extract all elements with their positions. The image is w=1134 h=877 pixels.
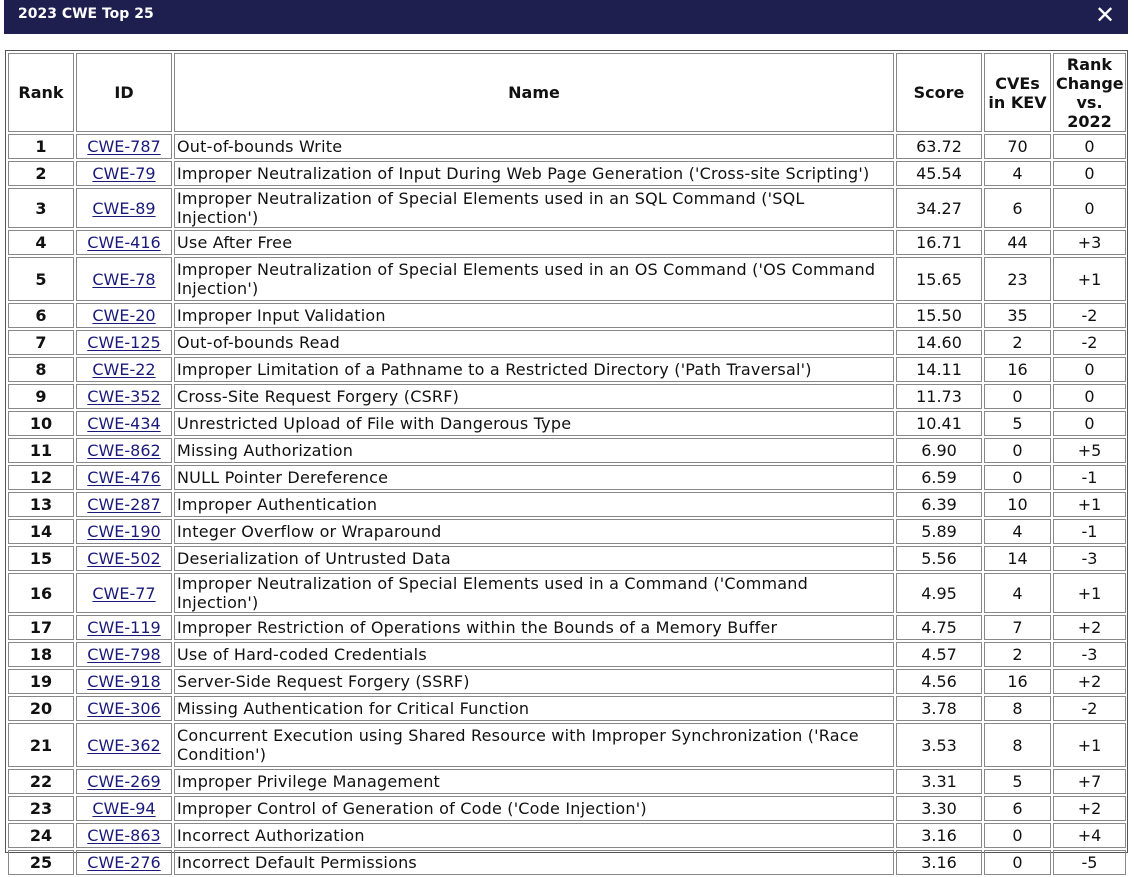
name-cell: Integer Overflow or Wraparound	[174, 519, 894, 544]
rank-cell: 21	[8, 723, 74, 767]
rank-cell: 11	[8, 438, 74, 463]
rank-cell: 20	[8, 696, 74, 721]
rank-cell: 15	[8, 546, 74, 571]
table-row	[8, 669, 1126, 694]
score-cell: 3.16	[896, 850, 982, 875]
rank-cell: 24	[8, 823, 74, 848]
table-row	[8, 411, 1126, 436]
name-cell: Out-of-bounds Read	[174, 330, 894, 355]
table-row	[8, 492, 1126, 517]
score-cell: 6.59	[896, 465, 982, 490]
kev-cell: 0	[984, 465, 1051, 490]
name-cell: Improper Neutralization of Special Elements used in an SQL Command ('SQL Injection')	[174, 188, 894, 228]
kev-cell: 0	[984, 438, 1051, 463]
table-row	[8, 546, 1126, 571]
table-row	[8, 723, 1126, 767]
id-cell	[76, 642, 172, 667]
id-cell	[76, 573, 172, 613]
rank-change-cell: +1	[1053, 573, 1126, 613]
rank-cell: 16	[8, 573, 74, 613]
score-cell: 11.73	[896, 384, 982, 409]
rank-cell: 19	[8, 669, 74, 694]
rank-change-cell: 0	[1053, 357, 1126, 382]
name-cell: Use of Hard-coded Credentials	[174, 642, 894, 667]
dialog-header	[4, 0, 1128, 34]
cwe-link[interactable]: CWE-476	[87, 468, 161, 487]
rank-cell: 8	[8, 357, 74, 382]
table-row	[8, 230, 1126, 255]
kev-cell: 44	[984, 230, 1051, 255]
kev-cell: 2	[984, 330, 1051, 355]
cwe-link[interactable]: CWE-863	[87, 826, 161, 845]
kev-cell: 16	[984, 669, 1051, 694]
cwe-link[interactable]: CWE-269	[87, 772, 161, 791]
id-cell	[76, 230, 172, 255]
rank-change-cell: +3	[1053, 230, 1126, 255]
id-cell	[76, 723, 172, 767]
rank-change-cell: -1	[1053, 519, 1126, 544]
header-rank-change: Rank Change vs. 2022	[1053, 53, 1126, 132]
score-cell: 34.27	[896, 188, 982, 228]
id-cell	[76, 492, 172, 517]
rank-change-cell: +1	[1053, 492, 1126, 517]
table-row	[8, 134, 1126, 159]
score-cell: 5.56	[896, 546, 982, 571]
table-row	[8, 384, 1126, 409]
name-cell: Out-of-bounds Write	[174, 134, 894, 159]
kev-cell: 70	[984, 134, 1051, 159]
rank-cell: 7	[8, 330, 74, 355]
id-cell	[76, 411, 172, 436]
cwe-link[interactable]: CWE-22	[92, 360, 156, 379]
rank-cell: 22	[8, 769, 74, 794]
kev-cell: 0	[984, 823, 1051, 848]
cwe-link[interactable]: CWE-78	[92, 269, 156, 289]
cwe-link[interactable]: CWE-276	[87, 853, 161, 872]
name-cell: Use After Free	[174, 230, 894, 255]
rank-change-cell: -2	[1053, 696, 1126, 721]
table-row	[8, 642, 1126, 667]
rank-cell: 3	[8, 188, 74, 228]
score-cell: 4.95	[896, 573, 982, 613]
rank-change-cell: +1	[1053, 723, 1126, 767]
rank-change-cell: -5	[1053, 850, 1126, 875]
header-score: Score	[896, 53, 982, 132]
id-cell	[76, 696, 172, 721]
score-cell: 6.90	[896, 438, 982, 463]
kev-cell: 4	[984, 519, 1051, 544]
cwe-link[interactable]: CWE-798	[87, 645, 161, 664]
kev-cell: 10	[984, 492, 1051, 517]
kev-cell: 5	[984, 411, 1051, 436]
id-cell	[76, 823, 172, 848]
kev-cell: 6	[984, 796, 1051, 821]
rank-cell: 6	[8, 303, 74, 328]
rank-change-cell: +5	[1053, 438, 1126, 463]
name-cell: Improper Control of Generation of Code ('Code Injection')	[174, 796, 894, 821]
score-cell: 3.53	[896, 723, 982, 767]
id-cell	[76, 438, 172, 463]
table-row	[8, 357, 1126, 382]
rank-change-cell: +7	[1053, 769, 1126, 794]
kev-cell: 4	[984, 161, 1051, 186]
table-body	[8, 134, 1126, 875]
table-row	[8, 188, 1126, 228]
id-cell	[76, 796, 172, 821]
table-row	[8, 303, 1126, 328]
table-row	[8, 257, 1126, 301]
cwe-link[interactable]: CWE-434	[87, 414, 161, 433]
kev-cell: 6	[984, 188, 1051, 228]
rank-change-cell: 0	[1053, 161, 1126, 186]
close-icon: ✕	[1094, 1, 1116, 29]
name-cell: Improper Neutralization of Special Elements used in an OS Command ('OS Command Injection')	[174, 257, 894, 301]
rank-cell: 4	[8, 230, 74, 255]
name-cell: Cross-Site Request Forgery (CSRF)	[174, 384, 894, 409]
id-cell	[76, 384, 172, 409]
close-button[interactable]	[1094, 3, 1116, 27]
rank-change-cell: 0	[1053, 188, 1126, 228]
name-cell: Missing Authentication for Critical Function	[174, 696, 894, 721]
table-row	[8, 796, 1126, 821]
name-cell: Improper Neutralization of Input During Web Page Generation ('Cross-site Scripting')	[174, 161, 894, 186]
cwe-link[interactable]: CWE-77	[92, 583, 156, 603]
rank-cell: 13	[8, 492, 74, 517]
kev-cell: 0	[984, 384, 1051, 409]
cwe-link[interactable]: CWE-125	[87, 333, 161, 352]
id-cell	[76, 850, 172, 875]
header-cves-in-kev: CVEs in KEV	[984, 53, 1051, 132]
score-cell: 45.54	[896, 161, 982, 186]
score-cell: 63.72	[896, 134, 982, 159]
rank-cell: 17	[8, 615, 74, 640]
id-cell	[76, 303, 172, 328]
score-cell: 16.71	[896, 230, 982, 255]
id-cell	[76, 546, 172, 571]
cwe-link[interactable]: CWE-94	[92, 799, 156, 818]
score-cell: 3.31	[896, 769, 982, 794]
score-cell: 4.57	[896, 642, 982, 667]
kev-cell: 23	[984, 257, 1051, 301]
rank-change-cell: +1	[1053, 257, 1126, 301]
name-cell: Incorrect Authorization	[174, 823, 894, 848]
table-header-row	[8, 53, 1126, 132]
kev-cell: 35	[984, 303, 1051, 328]
rank-change-cell: 0	[1053, 134, 1126, 159]
id-cell	[76, 465, 172, 490]
score-cell: 15.50	[896, 303, 982, 328]
cwe-link[interactable]: CWE-20	[92, 306, 156, 325]
cwe-link[interactable]: CWE-89	[92, 198, 156, 218]
header-id: ID	[76, 53, 172, 132]
rank-change-cell: 0	[1053, 411, 1126, 436]
cwe-link[interactable]: CWE-79	[92, 164, 156, 183]
name-cell: Improper Neutralization of Special Elements used in a Command ('Command Injection')	[174, 573, 894, 613]
cwe-link[interactable]: CWE-862	[87, 441, 161, 460]
name-cell: Unrestricted Upload of File with Dangerous Type	[174, 411, 894, 436]
name-cell: Server-Side Request Forgery (SSRF)	[174, 669, 894, 694]
score-cell: 3.78	[896, 696, 982, 721]
rank-cell: 9	[8, 384, 74, 409]
rank-change-cell: -2	[1053, 330, 1126, 355]
name-cell: Improper Input Validation	[174, 303, 894, 328]
cwe-link[interactable]: CWE-287	[87, 495, 161, 514]
name-cell: Missing Authorization	[174, 438, 894, 463]
id-cell	[76, 134, 172, 159]
header-name: Name	[174, 53, 894, 132]
name-cell: Concurrent Execution using Shared Resource with Improper Synchronization ('Race Condition')	[174, 723, 894, 767]
id-cell	[76, 669, 172, 694]
name-cell: Improper Authentication	[174, 492, 894, 517]
table-row	[8, 696, 1126, 721]
id-cell	[76, 519, 172, 544]
cwe-link[interactable]: CWE-306	[87, 699, 161, 718]
rank-change-cell: +2	[1053, 615, 1126, 640]
cwe-top25-table	[6, 51, 1128, 877]
score-cell: 4.56	[896, 669, 982, 694]
kev-cell: 8	[984, 723, 1051, 767]
score-cell: 15.65	[896, 257, 982, 301]
cwe-link[interactable]: CWE-190	[87, 522, 161, 541]
table-row	[8, 330, 1126, 355]
table-row	[8, 465, 1126, 490]
name-cell: Improper Privilege Management	[174, 769, 894, 794]
kev-cell: 7	[984, 615, 1051, 640]
table-row	[8, 823, 1126, 848]
rank-change-cell: +2	[1053, 796, 1126, 821]
table-row	[8, 438, 1126, 463]
cwe-link[interactable]: CWE-362	[87, 735, 161, 755]
rank-cell: 18	[8, 642, 74, 667]
id-cell	[76, 161, 172, 186]
rank-change-cell: +2	[1053, 669, 1126, 694]
cwe-link[interactable]: CWE-918	[87, 672, 161, 691]
name-cell: Improper Restriction of Operations within the Bounds of a Memory Buffer	[174, 615, 894, 640]
rank-change-cell: -1	[1053, 465, 1126, 490]
score-cell: 5.89	[896, 519, 982, 544]
id-cell	[76, 615, 172, 640]
cwe-link[interactable]: CWE-787	[87, 137, 161, 156]
table-row	[8, 573, 1126, 613]
score-cell: 14.11	[896, 357, 982, 382]
rank-cell: 12	[8, 465, 74, 490]
cwe-link[interactable]: CWE-416	[87, 233, 161, 252]
cwe-link[interactable]: CWE-502	[87, 549, 161, 568]
name-cell: NULL Pointer Dereference	[174, 465, 894, 490]
header-rank: Rank	[8, 53, 74, 132]
id-cell	[76, 257, 172, 301]
score-cell: 4.75	[896, 615, 982, 640]
score-cell: 3.16	[896, 823, 982, 848]
id-cell	[76, 357, 172, 382]
rank-change-cell: -2	[1053, 303, 1126, 328]
rank-change-cell: +4	[1053, 823, 1126, 848]
rank-cell: 14	[8, 519, 74, 544]
kev-cell: 0	[984, 850, 1051, 875]
score-cell: 10.41	[896, 411, 982, 436]
name-cell: Deserialization of Untrusted Data	[174, 546, 894, 571]
cwe-link[interactable]: CWE-119	[87, 618, 161, 637]
id-cell	[76, 769, 172, 794]
rank-cell: 10	[8, 411, 74, 436]
kev-cell: 4	[984, 573, 1051, 613]
dialog-title: 2023 CWE Top 25	[18, 6, 154, 22]
rank-cell: 5	[8, 257, 74, 301]
kev-cell: 5	[984, 769, 1051, 794]
score-cell: 6.39	[896, 492, 982, 517]
rank-cell: 25	[8, 850, 74, 875]
rank-cell: 23	[8, 796, 74, 821]
name-cell: Incorrect Default Permissions	[174, 850, 894, 875]
kev-cell: 2	[984, 642, 1051, 667]
table-row	[8, 769, 1126, 794]
score-cell: 3.30	[896, 796, 982, 821]
cwe-table-container	[5, 50, 1128, 872]
table-row	[8, 615, 1126, 640]
rank-change-cell: -3	[1053, 642, 1126, 667]
id-cell	[76, 330, 172, 355]
rank-cell: 2	[8, 161, 74, 186]
kev-cell: 14	[984, 546, 1051, 571]
table-row	[8, 519, 1126, 544]
name-cell: Improper Limitation of a Pathname to a Restricted Directory ('Path Traversal')	[174, 357, 894, 382]
kev-cell: 16	[984, 357, 1051, 382]
id-cell	[76, 188, 172, 228]
kev-cell: 8	[984, 696, 1051, 721]
score-cell: 14.60	[896, 330, 982, 355]
rank-change-cell: 0	[1053, 384, 1126, 409]
table-row	[8, 850, 1126, 875]
cwe-link[interactable]: CWE-352	[87, 387, 161, 406]
table-row	[8, 161, 1126, 186]
rank-cell: 1	[8, 134, 74, 159]
rank-change-cell: -3	[1053, 546, 1126, 571]
